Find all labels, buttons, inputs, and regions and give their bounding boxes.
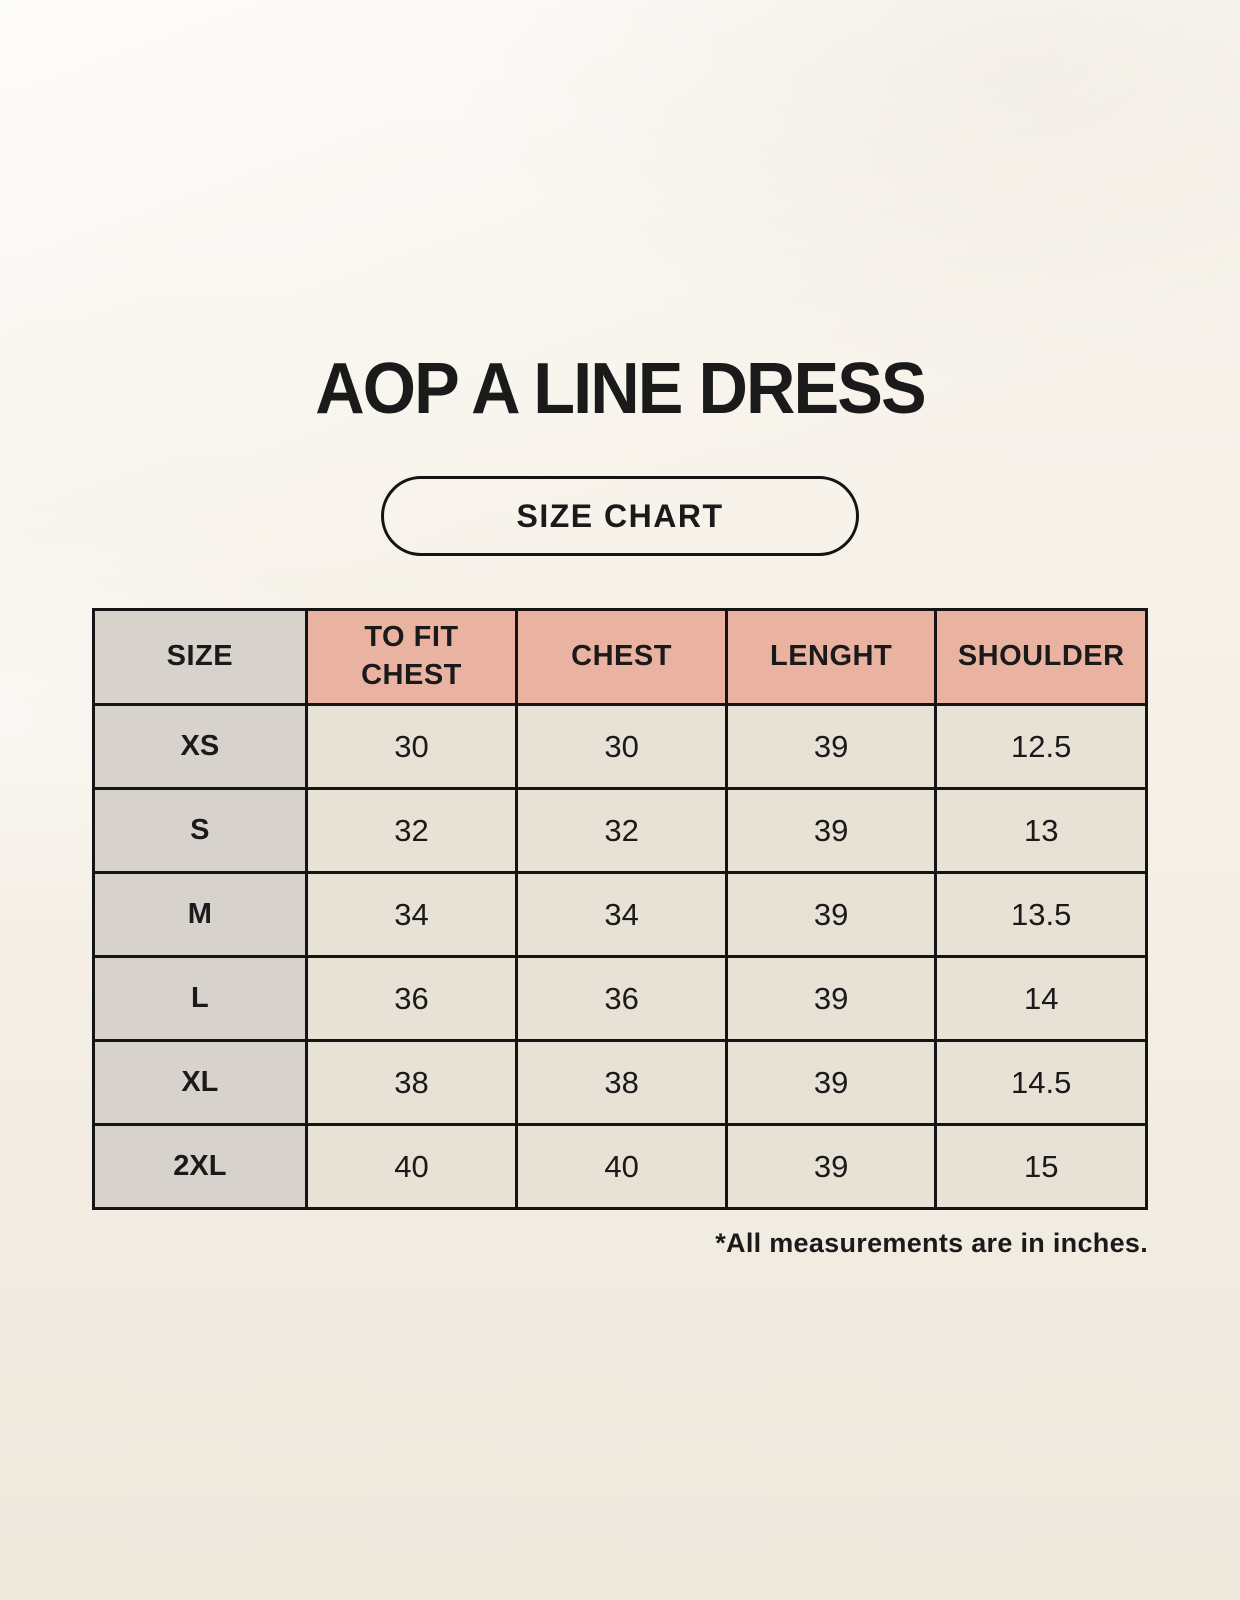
size-chart-label: SIZE CHART — [516, 497, 724, 534]
header-row — [94, 610, 1147, 705]
measurement-cell: 14 — [936, 957, 1147, 1041]
measurement-cell: 36 — [517, 957, 727, 1041]
measurement-cell: 40 — [306, 1125, 517, 1209]
measurement-cell: 39 — [726, 873, 936, 957]
column-header-lenght — [726, 610, 936, 705]
measurement-units-note: *All measurements are in inches. — [715, 1228, 1148, 1258]
column-header-to-fit-chest — [306, 610, 517, 705]
column-header-label: SIZE — [166, 640, 234, 673]
size-chart-button[interactable] — [381, 476, 859, 556]
measurement-cell: 38 — [306, 1041, 517, 1125]
measurement-cell: 32 — [517, 789, 727, 873]
size-cell: L — [94, 957, 307, 1041]
size-cell: S — [94, 789, 307, 873]
column-header-size — [94, 610, 307, 705]
measurement-cell: 30 — [517, 705, 727, 789]
measurement-cell: 40 — [517, 1125, 727, 1209]
size-chart-table — [92, 608, 1148, 1210]
measurement-cell: 14.5 — [936, 1041, 1147, 1125]
measurement-cell: 36 — [306, 957, 517, 1041]
column-header-label: LENGHT — [770, 640, 893, 673]
measurement-cell: 30 — [306, 705, 517, 789]
measurement-cell: 34 — [306, 873, 517, 957]
measurement-cell: 34 — [517, 873, 727, 957]
table-row-m — [94, 873, 1147, 957]
measurement-cell: 39 — [726, 789, 936, 873]
column-header-shoulder — [936, 610, 1147, 705]
measurement-cell: 32 — [306, 789, 517, 873]
column-header-label: SHOULDER — [957, 640, 1125, 673]
table-row-2xl — [94, 1125, 1147, 1209]
column-header-chest — [517, 610, 727, 705]
table-row-s — [94, 789, 1147, 873]
size-chart-page — [92, 0, 1148, 1259]
measurement-cell: 39 — [726, 1125, 936, 1209]
page-title: AOP A LINE DRESS — [315, 349, 925, 429]
size-cell: XS — [94, 705, 307, 789]
measurement-cell: 38 — [517, 1041, 727, 1125]
measurement-cell: 13.5 — [936, 873, 1147, 957]
size-cell: M — [94, 873, 307, 957]
measurement-cell: 39 — [726, 705, 936, 789]
column-header-label: TO FIT CHEST — [361, 621, 462, 691]
measurement-cell: 13 — [936, 789, 1147, 873]
column-header-label: CHEST — [571, 640, 672, 673]
measurement-cell: 39 — [726, 1041, 936, 1125]
measurement-cell: 12.5 — [936, 705, 1147, 789]
size-cell: 2XL — [94, 1125, 307, 1209]
measurement-cell: 39 — [726, 957, 936, 1041]
table-row-l — [94, 957, 1147, 1041]
measurement-cell: 15 — [936, 1125, 1147, 1209]
size-cell: XL — [94, 1041, 307, 1125]
table-row-xl — [94, 1041, 1147, 1125]
table-row-xs — [94, 705, 1147, 789]
